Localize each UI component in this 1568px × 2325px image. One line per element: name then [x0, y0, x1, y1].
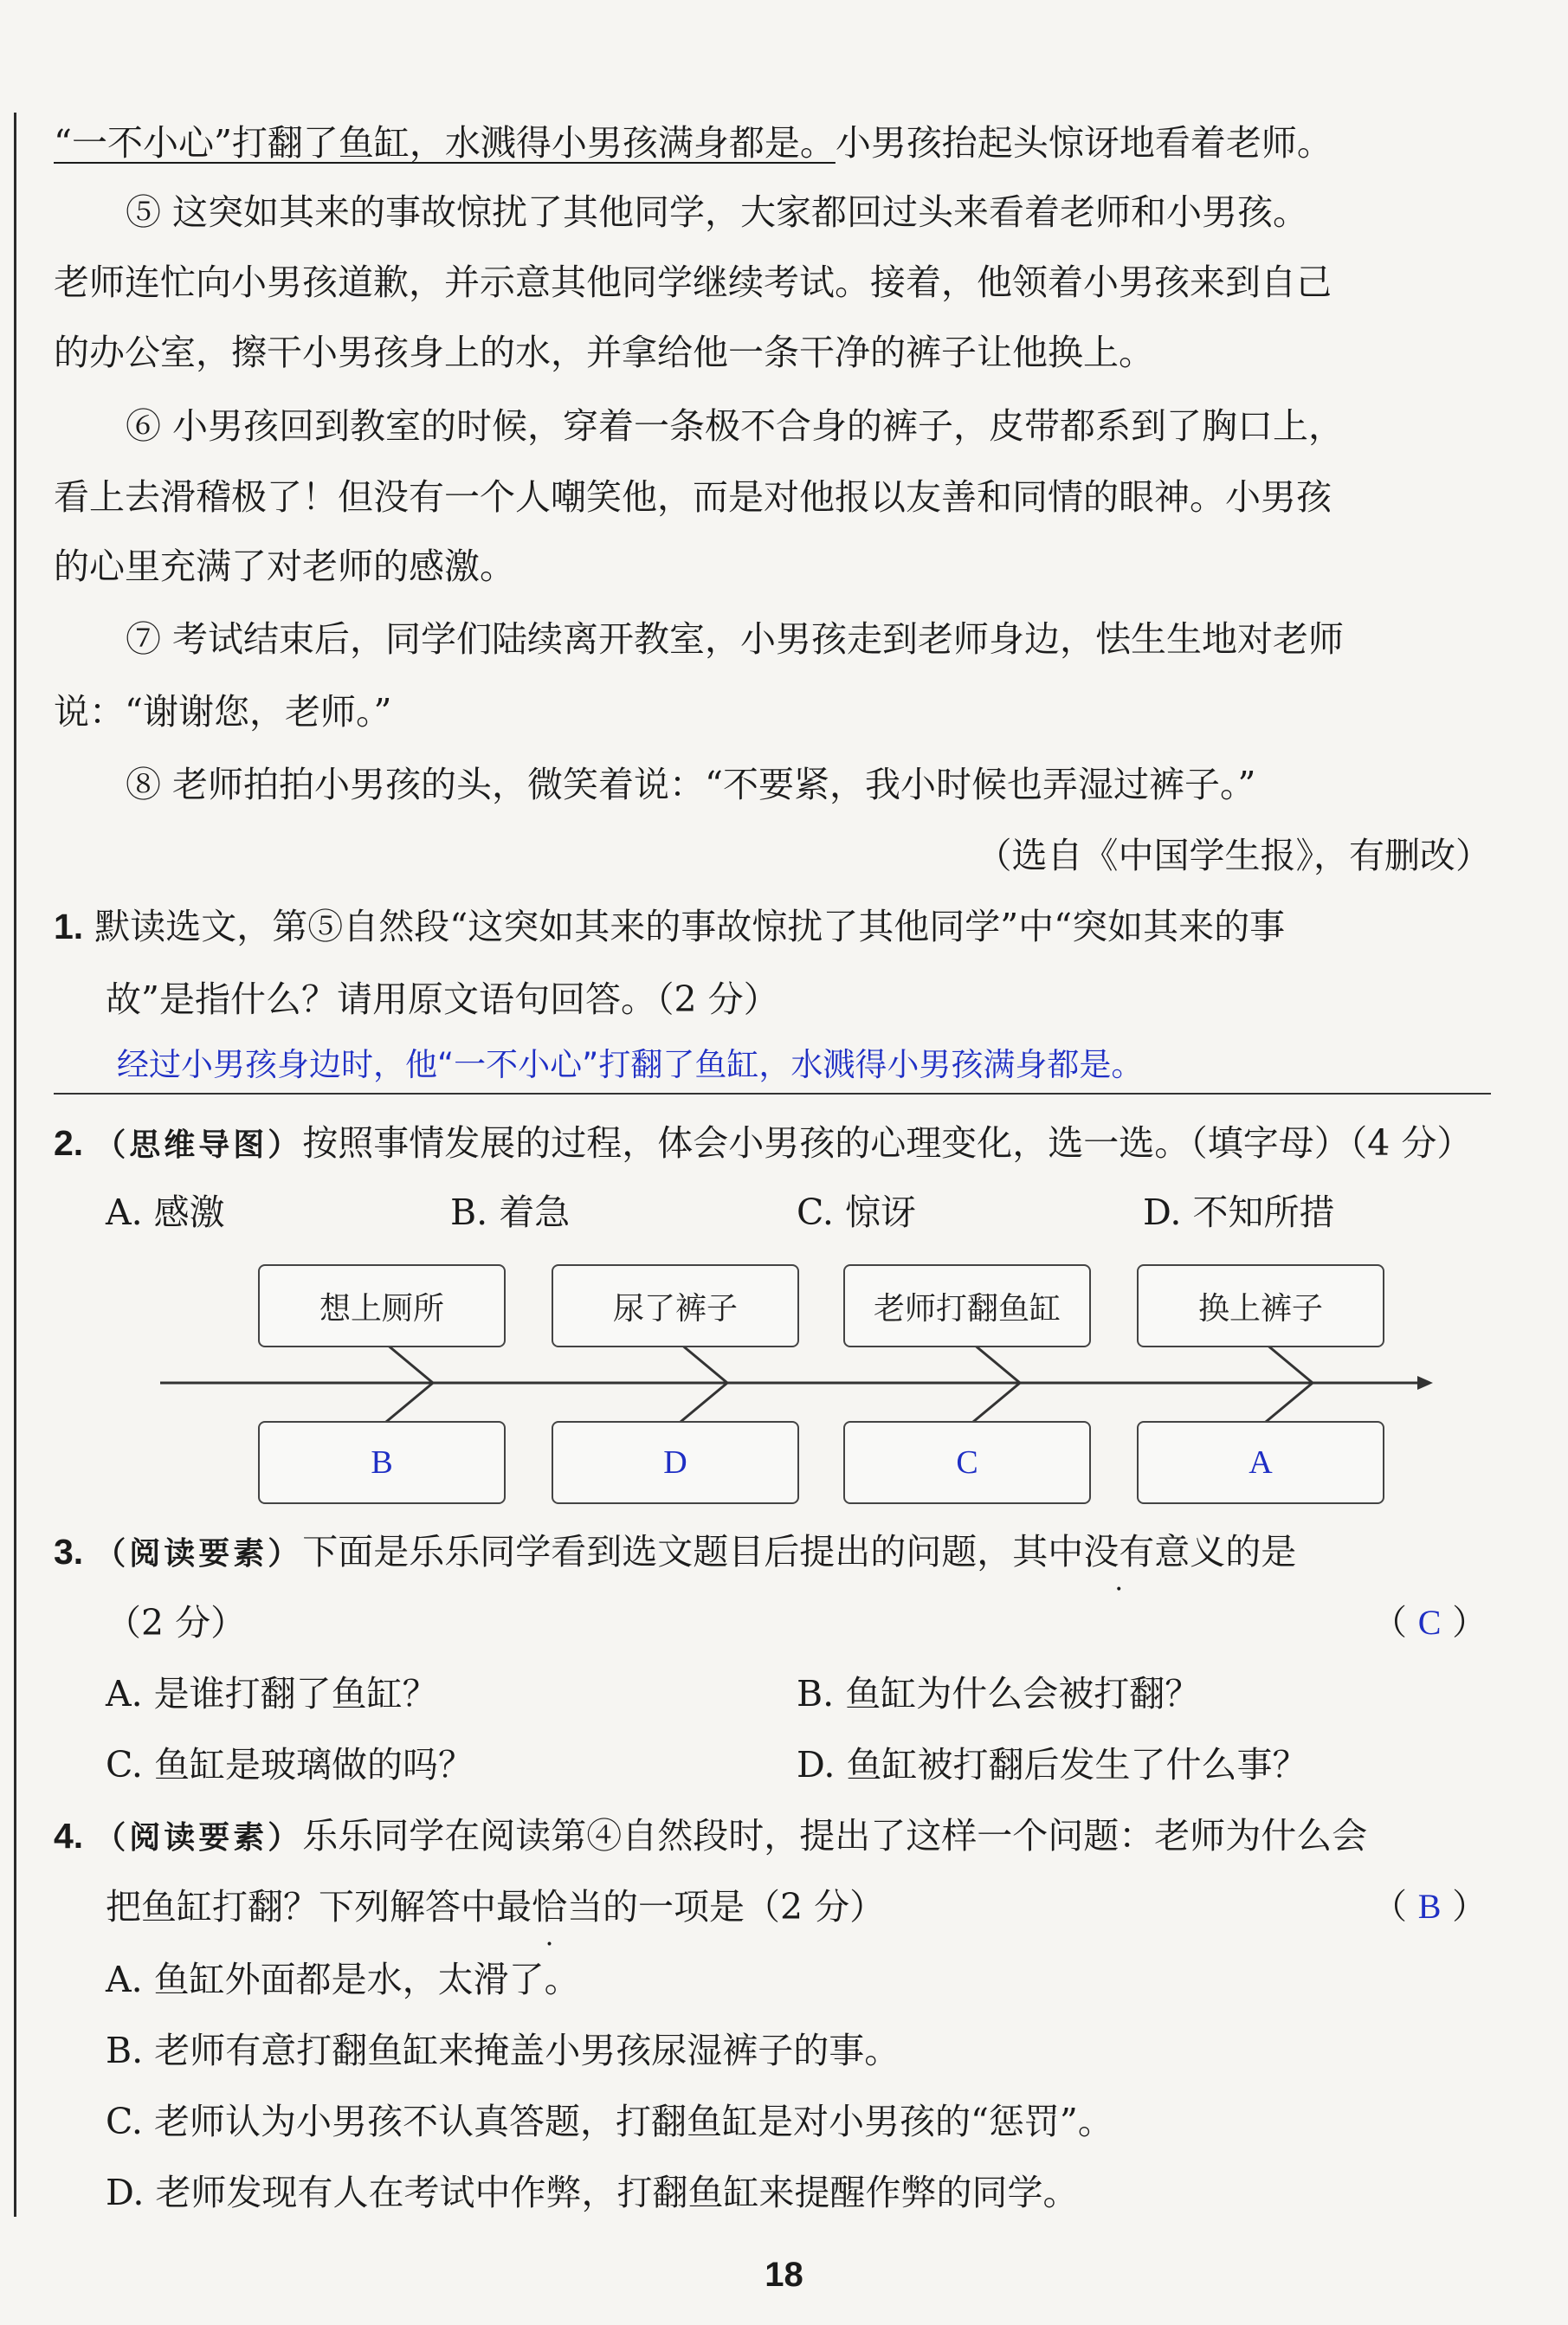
emotion-answer-box-3[interactable]: C: [843, 1421, 1091, 1504]
paragraph-6-line-1: ⑥ 小男孩回到教室的时候，穿着一条极不合身的裤子，皮带都系到了胸口上，: [126, 405, 1345, 447]
event-box-4: 换上裤子: [1137, 1264, 1384, 1347]
question-4-option-b: B. 老师有意打翻鱼缸来掩盖小男孩尿湿裤子的事。: [106, 2030, 900, 2071]
paragraph-6-line-3: 的心里充满了对老师的感激。: [54, 546, 515, 587]
source-citation: （选自《中国学生报》，有删改）: [976, 835, 1491, 876]
emotion-answer-box-2[interactable]: D: [552, 1421, 799, 1504]
question-3-option-a: A. 是谁打翻了鱼缸？: [106, 1673, 438, 1715]
paragraph-5-line-1: ⑤ 这突如其来的事故惊扰了其他同学，大家都回过头来看着老师和小男孩。: [126, 191, 1309, 233]
emotion-answer-box-4[interactable]: A: [1137, 1421, 1384, 1504]
question-2-option-d: D. 不知所措: [1143, 1192, 1335, 1233]
answer-underline: [54, 1093, 1491, 1095]
passage-line-0: “一不小心”打翻了鱼缸，水溅得小男孩满身都是。小男孩抬起头惊讶地看着老师。: [54, 122, 1332, 164]
question-2-option-a: A. 感激: [106, 1192, 225, 1233]
question-4-option-d: D. 老师发现有人在考试中作弊，打翻鱼缸来提醒作弊的同学。: [106, 2172, 1079, 2213]
question-3-option-b: B. 鱼缸为什么会被打翻？: [797, 1673, 1201, 1715]
emphasis-dots: 没有: [1083, 1531, 1155, 1573]
emphasis-dots: 最恰当: [496, 1886, 603, 1928]
question-4-answer: B: [1417, 1887, 1442, 1926]
question-4-line-1: 4. （阅读要素）乐乐同学在阅读第④自然段时，提出了这样一个问题：老师为什么会: [54, 1815, 1368, 1857]
event-box-1: 想上厕所: [258, 1264, 506, 1347]
question-1-line-1: 1. 默读选文，第⑤自然段“这突如其来的事故惊扰了其他同学”中“突如其来的事: [54, 906, 1286, 947]
question-1-line-2: 故”是指什么？请用原文语句回答。（2 分）: [106, 978, 779, 1020]
paragraph-6-line-2: 看上去滑稽极了！但没有一个人嘲笑他，而是对他报以友善和同情的眼神。小男孩: [54, 476, 1332, 518]
question-1-number: 1.: [54, 907, 84, 946]
event-box-3: 老师打翻鱼缸: [843, 1264, 1091, 1347]
question-3-option-d: D. 鱼缸被打翻后发生了什么事？: [797, 1744, 1308, 1786]
question-1-answer: 经过小男孩身边时，他“一不小心”打翻了鱼缸，水溅得小男孩满身都是。: [117, 1046, 1144, 1083]
paragraph-5-line-2: 老师连忙向小男孩道歉，并示意其他同学继续考试。接着，他领着小男孩来到自己: [54, 262, 1332, 303]
paragraph-7-line-1: ⑦ 考试结束后，同学们陆续离开教室，小男孩走到老师身边，怯生生地对老师: [126, 618, 1345, 660]
question-2-option-b: B. 着急: [450, 1192, 571, 1233]
question-3-line-1: 3. （阅读要素）下面是乐乐同学看到选文题目后提出的问题，其中没有意义的是: [54, 1531, 1297, 1573]
question-2-option-c: C. 惊讶: [797, 1192, 916, 1233]
question-4-option-a: A. 鱼缸外面都是水，太滑了。: [106, 1959, 580, 2000]
event-box-2: 尿了裤子: [552, 1264, 799, 1347]
paragraph-8-line-1: ⑧ 老师拍拍小男孩的头，微笑着说：“不要紧，我小时候也弄湿过裤子。”: [126, 764, 1256, 805]
question-3-answer-paren[interactable]: （ C ）: [1372, 1603, 1487, 1643]
question-3-answer: C: [1417, 1603, 1442, 1642]
paragraph-7-line-2: 说：“谢谢您，老师。”: [54, 691, 392, 733]
page-number: 18: [765, 2256, 803, 2294]
paragraph-5-line-3: 的办公室，擦干小男孩身上的水，并拿给他一条干净的裤子让他换上。: [54, 332, 1154, 373]
timeline-arrowhead: [1417, 1376, 1433, 1390]
question-4-answer-paren[interactable]: （ B ）: [1372, 1887, 1487, 1927]
question-4-line-2: 把鱼缸打翻？下列解答中最恰当的一项是（2 分）: [106, 1886, 886, 1928]
question-3-option-c: C. 鱼缸是玻璃做的吗？: [106, 1744, 474, 1786]
question-2-prompt: 2. （思维导图）按照事情发展的过程，体会小男孩的心理变化，选一选。（填字母）（4 分）: [54, 1122, 1473, 1164]
question-3-score: （2 分）: [106, 1602, 247, 1644]
margin-rule: [14, 113, 16, 2217]
question-4-option-c: C. 老师认为小男孩不认真答题，打翻鱼缸是对小男孩的“惩罚”。: [106, 2101, 1113, 2142]
emotion-answer-box-1[interactable]: B: [258, 1421, 506, 1504]
